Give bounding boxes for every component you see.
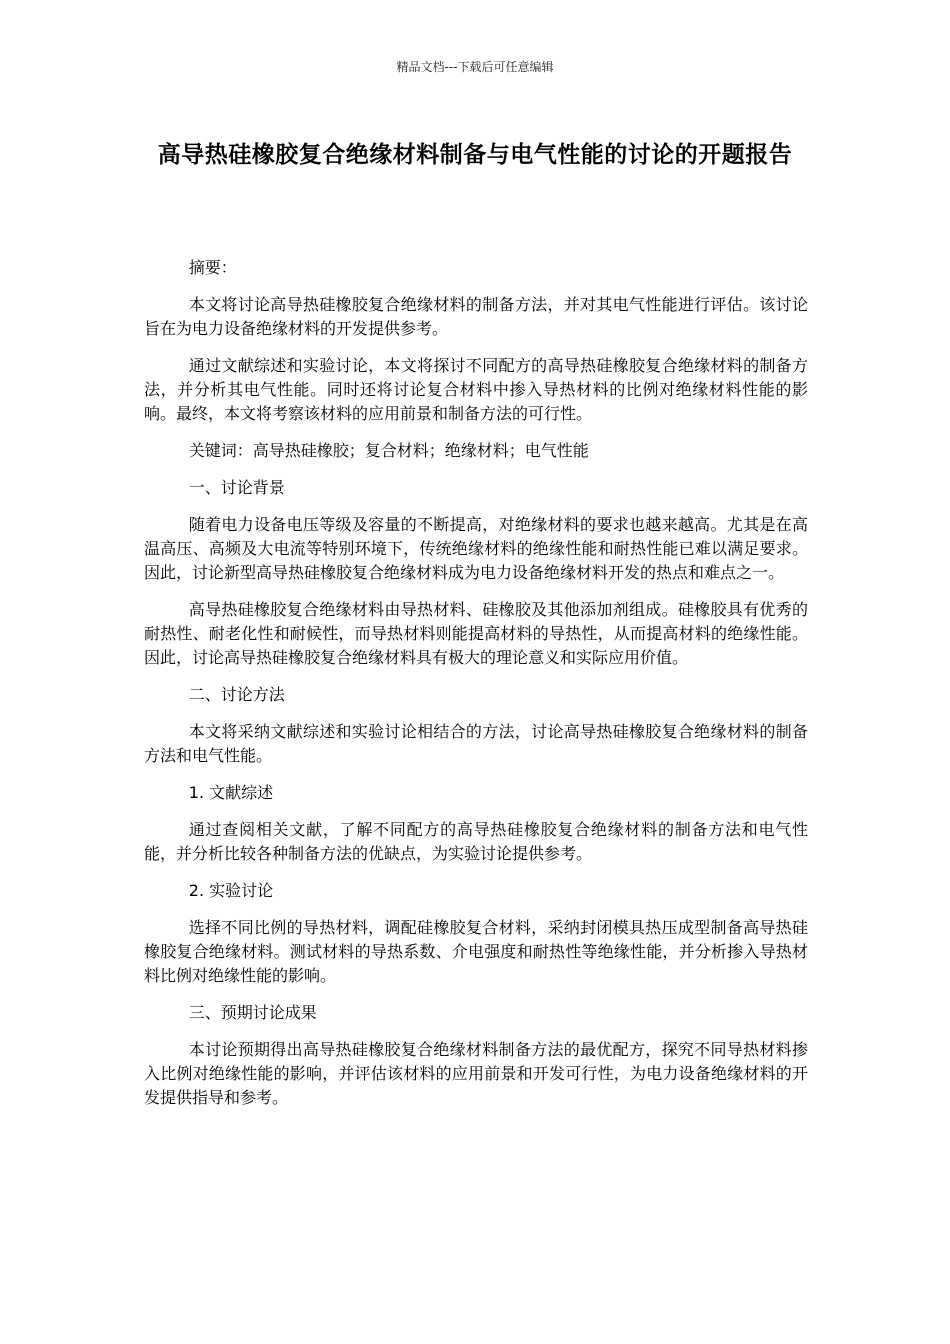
document-title: 高导热硅橡胶复合绝缘材料制备与电气性能的讨论的开题报告	[157, 142, 793, 168]
paragraph: 本讨论预期得出高导热硅橡胶复合绝缘材料制备方法的最优配方，探究不同导热材料掺入比例对绝缘性能的影响，并评估该材料的应用前景和开发可行性，为电力设备绝缘材料的开发提供指导和参考。	[144, 1040, 808, 1107]
paragraph: 随着电力设备电压等级及容量的不断提高，对绝缘材料的要求也越来越高。尤其是在高温高压、高频及大电流等特别环境下，传统绝缘材料的绝缘性能和耐热性能已难以满足要求。因此，讨论新型高导热硅橡胶复合绝缘材料成为电力设备绝缘材料开发的热点和难点之一。	[144, 515, 808, 582]
paragraph: 高导热硅橡胶复合绝缘材料由导热材料、硅橡胶及其他添加剂组成。硅橡胶具有优秀的耐热性、耐老化性和耐候性，而导热材料则能提高材料的导热性，从而提高材料的绝缘性能。因此，讨论高导热硅橡胶复合绝缘材料具有极大的理论意义和实际应用价值。	[144, 600, 808, 667]
header-note: 精品文档---下载后可任意编辑	[396, 60, 554, 74]
paragraph: 本文将讨论高导热硅橡胶复合绝缘材料的制备方法，并对其电气性能进行评估。该讨论旨在为电力设备绝缘材料的开发提供参考。	[144, 295, 808, 338]
subsection-heading: 1. 文献综述	[188, 783, 274, 802]
paragraph: 选择不同比例的导热材料，调配硅橡胶复合材料，采纳封闭模具热压成型制备高导热硅橡胶复合绝缘材料。测试材料的导热系数、介电强度和耐热性等绝缘性能，并分析掺入导热材料比例对绝缘性能的影响。	[144, 918, 808, 985]
subsection-heading: 2. 实验讨论	[188, 881, 274, 900]
abstract-label: 摘要：	[188, 258, 237, 277]
section-heading: 三、预期讨论成果	[188, 1003, 317, 1022]
section-heading: 一、讨论背景	[188, 478, 285, 497]
paragraph: 本文将采纳文献综述和实验讨论相结合的方法，讨论高导热硅橡胶复合绝缘材料的制备方法和电气性能。	[144, 722, 808, 765]
paragraph: 通过查阅相关文献，了解不同配方的高导热硅橡胶复合绝缘材料的制备方法和电气性能，并分析比较各种制备方法的优缺点，为实验讨论提供参考。	[144, 820, 808, 863]
section-heading: 二、讨论方法	[188, 685, 285, 704]
document-body	[144, 256, 808, 1123]
paragraph: 通过文献综述和实验讨论，本文将探讨不同配方的高导热硅橡胶复合绝缘材料的制备方法，并分析其电气性能。同时还将讨论复合材料中掺入导热材料的比例对绝缘材料性能的影响。最终，本文将考察该材料的应用前景和制备方法的可行性。	[144, 356, 808, 423]
keywords: 关键词：高导热硅橡胶；复合材料；绝缘材料；电气性能	[188, 441, 589, 460]
